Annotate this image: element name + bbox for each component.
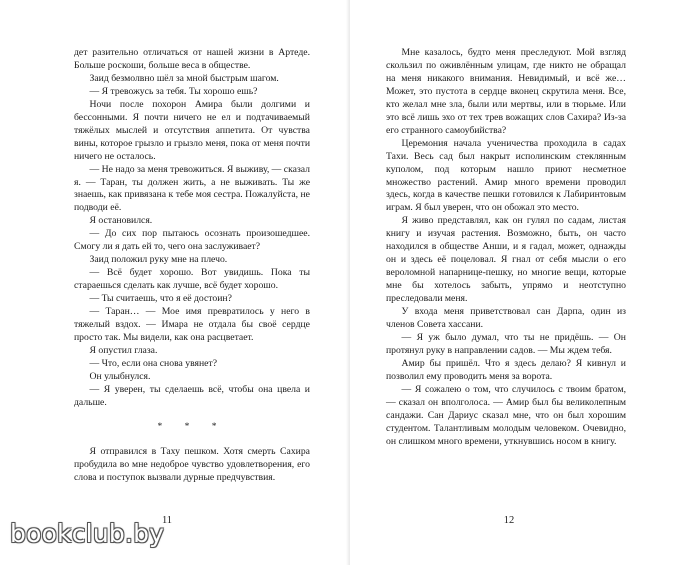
paragraph: дет разительно отличаться от нашей жизни в Артеде. Больше роскоши, больше веса в обществе. xyxy=(74,47,310,71)
right-page-text xyxy=(386,47,626,449)
paragraph: — Ты считаешь, что я её достоин? xyxy=(89,293,232,305)
page-number-right: 12 xyxy=(503,515,515,526)
paragraph: Я остановился. xyxy=(89,215,153,227)
paragraph: Заид положил руку мне на плечо. xyxy=(89,254,228,266)
paragraph: Амир бы пришёл. Что я здесь делаю? Я кивнул и позволил ему проводить меня за ворота. xyxy=(386,357,626,382)
paragraph: Я отправился в Таху пешком. Хотя смерть Сахира пробудила во мне недоброе чувство удовлетворения, его слова и поступок вызвали дурные предчувствия. xyxy=(74,445,310,483)
paragraph: — Таран… — Мое имя превратилось у него в тяжелый вздох. — Имара не отдала бы своё сердце просто так. Мы видели, как она расцветает. xyxy=(74,306,310,343)
paragraph: У входа меня приветствовал сан Дарпа, один из членов Совета хассани. xyxy=(386,306,626,331)
paragraph: — Не надо за меня тревожиться. Я выживу, — сказал я. — Таран, ты должен жить, а не выживать. Ты же знаешь, как привязана к тебе моя сестра. Пожалуйста, не подводи её. xyxy=(74,163,310,214)
paragraph: Ночи после похорон Амира были долгими и бессонными. Я почти ничего не ел и подтачиваемый тяжёлых мыслей и отсутствия аппетита. От чувства вины, которое грызло и грызло меня, пока от меня почти ничего не осталось. xyxy=(74,98,310,162)
paragraph: Он улыбнулся. xyxy=(89,370,151,382)
watermark: bookclub.by xyxy=(10,519,165,548)
paragraph: — Всё будет хорошо. Вот увидишь. Пока ты стараешься сделать как лучше, всё будет хорошо. xyxy=(74,267,310,292)
left-page-text xyxy=(74,47,310,485)
page-number-left: 11 xyxy=(161,515,173,526)
paragraph: — Я тревожусь за тебя. Ты хорошо ешь? xyxy=(89,85,258,97)
paragraph: Мне казалось, будто меня преследуют. Мой взгляд скользил по оживлённым улицам, где никто не обращал на меня никакого внимания. Невидимый, и всё же… Может, это пустота в сердце вконец скрутила меня. Все, кто желал мне зла, были или мертвы, или в тюрьме. Или это всё лишь эхо от тех трев вожащих слов Сахира? Из‑за его странного самоубийства? xyxy=(386,47,626,136)
paragraph: Заид безмолвно шёл за мной быстрым шагом. xyxy=(89,72,279,84)
paragraph: Я живо представлял, как он гулял по садам, листая книгу и изучая растения. Возможно, быть, он часто находился в обществе Анши, и я гадал, может, однажды он и здесь её поцеловал. Я гнал от себя мысли о его вероломной напарнице-пешку, но многие вещи, которые мне бы хотелось забыть, упрямо и неотступно преследовали меня. xyxy=(386,215,626,305)
paragraph: — Что, если она снова увянет? xyxy=(89,357,218,369)
right-page xyxy=(350,0,700,565)
paragraph: — До сих пор пытаюсь осознать произошедшее. Смогу ли я дать ей то, чего она заслуживает? xyxy=(74,228,310,253)
paragraph: — Я сожалею о том, что случилось с твоим братом, — сказал он вполголоса. — Амир был бы великолепным сандажи. Сан Дариус сказал мне, что он был хорошим студентом. Талантливым молодым человеком. Очевидно, он слишком много времени, уткнувшись носом в книгу. xyxy=(386,383,626,447)
paragraph: — Я уверен, ты сделаешь всё, чтобы она цвела и дальше. xyxy=(74,383,310,408)
paragraph: Я опустил глаза. xyxy=(89,344,158,356)
scene-break: * * * xyxy=(157,421,227,432)
paragraph: — Я уж было думал, что ты не придёшь. — Он протянул руку в направлении садов. — Мы ждем тебя. xyxy=(386,331,626,356)
paragraph: Церемония начала ученичества проходила в садах Тахи. Весь сад был накрыт исполинским стеклянным куполом, под которым нашло приют несметное множество растений. Амир много времени проводил здесь, когда в качестве пешки готовился к Лабиринтовым играм. Я был уверен, что он обожал это место. xyxy=(386,137,626,214)
